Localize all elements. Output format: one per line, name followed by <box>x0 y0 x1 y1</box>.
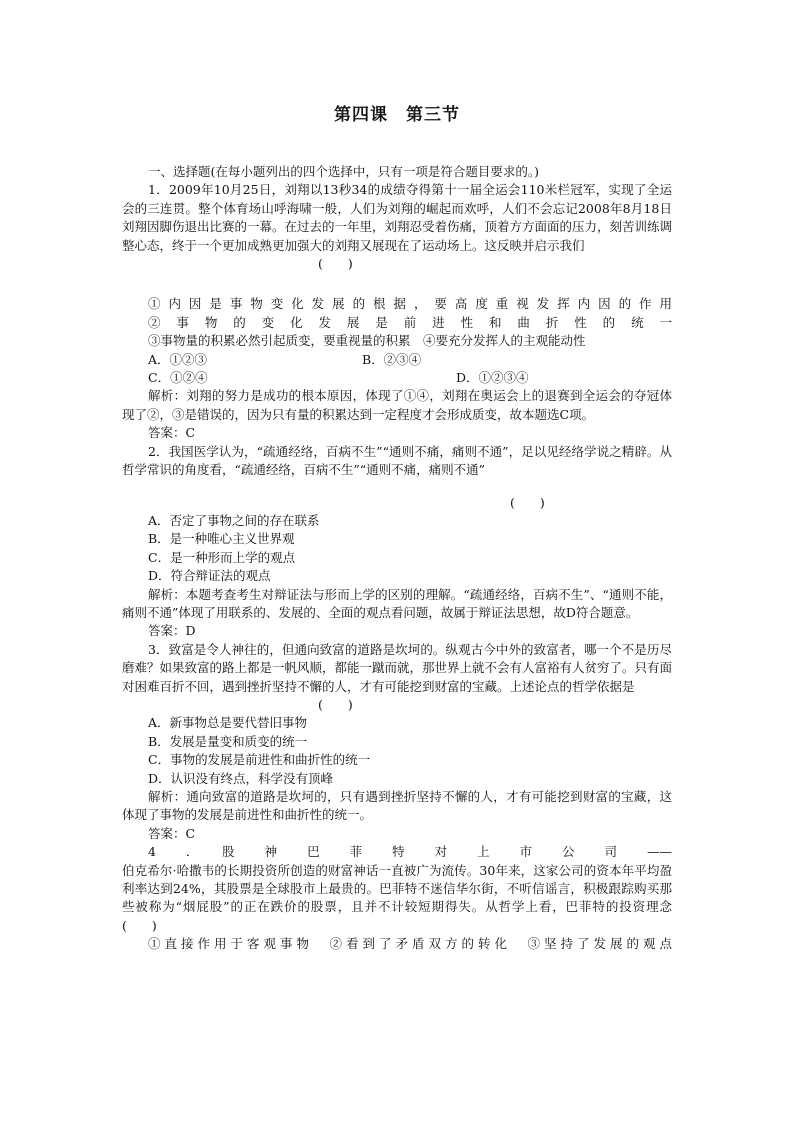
question-3-choice-b: B．发展是量变和质变的统一 <box>148 733 308 749</box>
question-3-stem: 3．致富是令人神往的，但通向致富的道路是坎坷的。纵观古今中外的致富者，哪一个不是历尽磨难？如果致富的路上都是一帆风顺，都能一蹴而就，那世界上就不会有人富裕有人贫穷了。只有面对困难百折不回，遇到挫折坚持不懈的人，才有可能挖到财富的宝藏。上述论点的哲学依据是 <box>122 641 673 694</box>
question-2-choice-b: B．是一种唯心主义世界观 <box>148 531 295 547</box>
section-heading: 一、选择题(在每小题列出的四个选择中，只有一项是符合题目要求的。) <box>148 164 540 179</box>
question-4-statements: ①直接作用于客观事物 ②看到了矛盾双方的转化 ③坚持了发展的观点 <box>148 936 672 952</box>
question-1-stem: 1．2009年10月25日，刘翔以13秒34的成绩夺得第十一届全运会110米栏冠军，实现了全运会的三连贯。整个体育场山呼海啸一般，人们为刘翔的崛起而欢呼，人们不会忘记2008年8月18日刘翔因脚伤退出比赛的一幕。在过去的一年里，刘翔忍受着伤痛，顶着方方面面的压力，刻苦训练调整心态，终于一个更加成熟更加强大的刘翔又展现在了运动场上。这反映并启示我们 <box>122 182 673 253</box>
question-4-stem-text: 伯克希尔·哈撒韦的长期投资所创造的财富神话一直被广为流传。30年来，这家公司的资本年平均盈利率达到24%，其股票是全球股市上最贵的。巴菲特不迷信华尔街，不听信谣言，积极跟踪购买那些被称为“烟屁股”的正在跌价的股票，且并不计较短期得失。从哲学上看，巴菲特的投资理念 <box>122 862 672 915</box>
question-2-choice-c: C．是一种形而上学的观点 <box>148 549 296 565</box>
question-4-stem <box>122 862 672 936</box>
question-2-choice-a: A．否定了事物之间的存在联系 <box>148 512 320 528</box>
question-1-choices-row-1 <box>122 351 672 369</box>
question-3-choice-c: C．事物的发展是前进性和曲折性的统一 <box>148 752 371 768</box>
choice-c: C．①②④ <box>148 370 208 386</box>
page-title: 第四课 第三节 <box>334 105 460 125</box>
question-3-analysis: 解析：通向致富的道路是坎坷的，只有遇到挫折坚持不懈的人，才有可能挖到财富的宝藏，这体现了事物的发展是前进性和曲折性的统一。 <box>122 789 672 823</box>
question-4-stem-first-line: 4 ． 股 神 巴 菲 特 对 上 市 公 司 —— <box>148 844 672 860</box>
question-1-statement-2: ②事物的变化发展是前进性和曲折性的统一 <box>148 314 672 330</box>
choice-a: A．①②③ <box>148 351 208 367</box>
question-3-choice-d: D．认识没有终点，科学没有顶峰 <box>148 770 334 786</box>
question-3-choice-a: A．新事物总是要代替旧事物 <box>148 715 308 731</box>
question-1-analysis: 解析：刘翔的努力是成功的根本原因，体现了①④，刘翔在奥运会上的退赛到全运会的夺冠体现了②，③是错误的，因为只有量的积累达到一定程度才会形成质变，故本题选C项。 <box>122 388 672 422</box>
choice-b: B．②③④ <box>362 351 422 367</box>
question-4-answer-blank: ( ) <box>122 917 157 933</box>
question-2-stem: 2．我国医学认为，“疏通经络，百病不生”“通则不痛，痛则不通”，足以见经络学说之精辟。从哲学常识的角度看，“疏通经络，百病不生”“通则不痛，痛则不通” <box>122 443 672 478</box>
choice-d: D．①②③④ <box>456 370 529 386</box>
question-3-answer-blank: ( ) <box>318 696 353 712</box>
question-3-answer: 答案：C <box>148 825 196 841</box>
question-1-statement-1: ①内因是事物变化发展的根据，要高度重视发挥内因的作用 <box>148 296 672 312</box>
question-2-choice-d: D．符合辩证法的观点 <box>148 568 271 584</box>
question-1-answer-blank: ( ) <box>318 256 353 272</box>
question-2-answer: 答案：D <box>148 623 196 639</box>
document-page <box>122 100 672 954</box>
question-1-answer: 答案：C <box>148 425 196 441</box>
question-2-answer-blank: ( ) <box>510 494 545 510</box>
question-2-analysis: 解析：本题考查考生对辩证法与形而上学的区别的理解。“疏通经络，百病不生”、“通则不能，痛则不通”体现了用联系的、发展的、全面的观点看问题，故属于辩证法思想，故D符合题意。 <box>122 586 672 620</box>
question-1-statement-3-4: ③事物量的积累必然引起质变，要重视量的积累 ④要充分发挥人的主观能动性 <box>148 333 586 349</box>
question-1-choices-row-2 <box>122 369 672 387</box>
